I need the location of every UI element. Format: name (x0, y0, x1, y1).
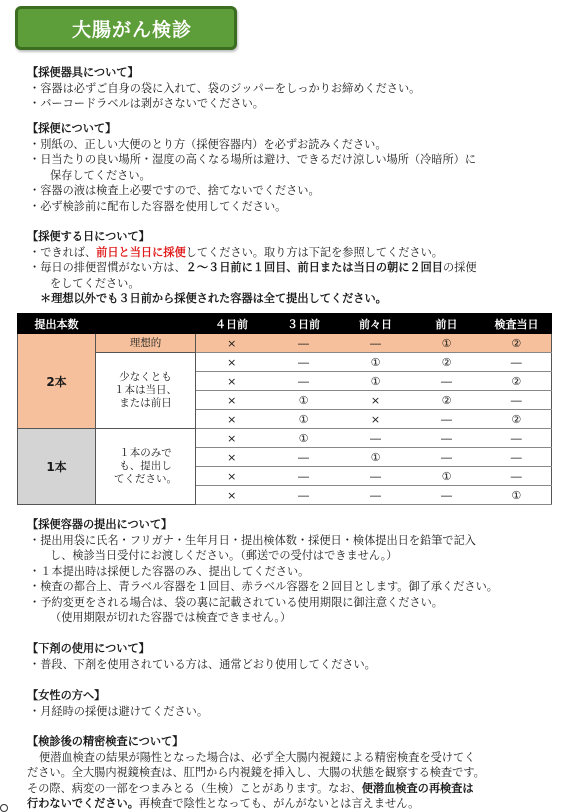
text-line: し、検診当日受付にお渡しください。（郵送での受付はできません。） (50, 549, 398, 562)
table-cell: ― (482, 467, 552, 486)
table-cell: ― (268, 334, 340, 353)
table-cell: ① (482, 486, 552, 505)
text-line: ・バーコードラベルは剥がさないでください。 (29, 97, 264, 110)
table-cell: × (196, 410, 268, 429)
table-cell: ― (482, 391, 552, 410)
section-heading: 【採便について】 (27, 122, 117, 135)
highlight-bold: ２～３日前に１回目、前日または当日の朝に２回目 (185, 261, 443, 274)
table-row-ideal (18, 334, 552, 353)
section-heading: 【検診後の精密検査について】 (27, 735, 184, 748)
table-header (96, 314, 196, 334)
table-cell: ― (340, 486, 412, 505)
text-line: ・必ず検診前に配布した容器を使用してください。 (29, 199, 287, 213)
section-follow-up (27, 734, 485, 812)
table-cell: ― (482, 448, 552, 467)
table-cell: ② (482, 334, 552, 353)
text-line: ・予約変更をされる場合は、袋の裏に記載されている使用期限に御注意ください。 (29, 595, 443, 609)
table-cell: ① (268, 429, 340, 448)
section-heading: 【採便容器の提出について】 (27, 518, 173, 531)
table-cell: ① (340, 372, 412, 391)
collection-schedule-table (17, 313, 552, 505)
section-women (27, 688, 208, 719)
table-cell: ― (268, 353, 340, 372)
table-cell: ② (482, 372, 552, 391)
table-cell: × (340, 391, 412, 410)
group-sublabel: 少なくとも １本は当日、 または前日 (96, 353, 196, 429)
table-cell: ① (340, 448, 412, 467)
highlight-red: 前日と当日に採便 (96, 245, 186, 259)
highlight-bold: 便潜血検査の再検査は (361, 781, 474, 795)
text-line (27, 781, 485, 797)
table-cell: ― (340, 467, 412, 486)
group-sublabel: １本のみで も、提出し てください。 (96, 429, 196, 505)
text-line (27, 796, 485, 812)
table-cell: × (196, 372, 268, 391)
table-cell: ① (412, 334, 482, 353)
group-label: 1本 (18, 429, 96, 505)
table-cell: ― (268, 486, 340, 505)
text-span: の採便 (442, 261, 477, 274)
table-cell: × (196, 429, 268, 448)
section-heading: 【下剤の使用について】 (27, 642, 150, 655)
table-cell: ― (412, 448, 482, 467)
table-row (18, 429, 552, 448)
table-header: 提出本数 (18, 314, 96, 334)
table-cell: ― (412, 372, 482, 391)
title-banner (15, 6, 237, 50)
text-line: （使用期限が切れた容器では検査できません。） (50, 611, 292, 624)
table-cell: × (196, 334, 268, 353)
section-stool-collection (27, 121, 476, 214)
table-cell: ― (340, 429, 412, 448)
text-line: ・月経時の採便は避けてください。 (29, 704, 209, 718)
text-line: ・提出用袋に氏名・フリガナ・生年月日・提出検体数・採便日・検体提出日を鉛筆で記入 (29, 533, 476, 547)
table-header: ４日前 (196, 314, 268, 334)
section-container-submission (27, 517, 498, 626)
table-cell: ② (412, 391, 482, 410)
table-cell: × (340, 410, 412, 429)
text-span: 再検査で陰性となっても、がんがないとは言えません。 (138, 797, 420, 810)
table-cell: ― (268, 448, 340, 467)
section-heading: 【採便器具について】 (27, 66, 139, 79)
text-line: ださい。全大腸内視鏡検査は、肛門から内視鏡を挿入し、大腸の状態を観察する検査です。 (27, 766, 485, 779)
text-line: ・普段、下剤を使用されている方は、通常どおり使用してください。 (29, 657, 376, 671)
table-header: 前々日 (340, 314, 412, 334)
text-span: その際、病変の一部をつまみとる（生検）ことがあります。なお、 (27, 781, 362, 795)
group-label: 2本 (18, 334, 96, 429)
table-cell: ― (412, 429, 482, 448)
table-cell: × (196, 467, 268, 486)
table-cell: × (196, 391, 268, 410)
corner-mark (0, 804, 8, 812)
page-title: 大腸がん検診 (72, 18, 193, 41)
ideal-label: 理想的 (96, 334, 196, 353)
table-cell: ― (340, 334, 412, 353)
text-span: ・毎日の排便習慣がない方は、 (29, 261, 186, 274)
section-collection-days (27, 229, 477, 307)
text-line (27, 260, 477, 276)
table-cell: × (196, 486, 268, 505)
text-line: ・１本提出時は採便した容器のみ、提出してください。 (29, 564, 310, 578)
text-line: ・検査の都合上、青ラベル容器を１回目、赤ラベル容器を２回目とします。御了承ください。 (29, 580, 498, 593)
section-heading: 【採便する日について】 (27, 230, 150, 243)
table-cell: ― (268, 467, 340, 486)
text-span: してください。取り方は下記を参照してください。 (185, 245, 443, 259)
table-header: 前日 (412, 314, 482, 334)
table-cell: ― (268, 372, 340, 391)
table-cell: ② (482, 410, 552, 429)
table-cell: ① (268, 391, 340, 410)
table-header: 検査当日 (482, 314, 552, 334)
text-line (27, 245, 477, 261)
highlight-bold: 行わないでください。 (27, 797, 139, 810)
table-cell: ― (412, 410, 482, 429)
text-line: ・容器は必ずご自身の袋に入れて、袋のジッパーをしっかりお締めください。 (29, 81, 421, 95)
table-header: ３日前 (268, 314, 340, 334)
table-cell: ① (412, 467, 482, 486)
table-cell: × (196, 353, 268, 372)
table-cell: ― (482, 353, 552, 372)
table-row (18, 353, 552, 372)
section-laxatives (27, 641, 376, 672)
note-bold: ＊理想以外でも３日前から採便された容器は全て提出してください。 (40, 292, 387, 305)
text-line: をしてください。 (50, 276, 140, 290)
table-cell: ② (412, 353, 482, 372)
table-cell: ― (412, 486, 482, 505)
text-line: ・日当たりの良い場所・湿度の高くなる場所は避け、できるだけ涼しい場所（冷暗所）に (29, 153, 477, 166)
table-cell: ① (340, 353, 412, 372)
table-header-row (18, 314, 552, 334)
section-heading: 【女性の方へ】 (27, 689, 106, 702)
table-cell: × (196, 448, 268, 467)
section-collection-kit (27, 65, 420, 112)
table-cell: ― (482, 429, 552, 448)
text-line: 便潜血検査の結果が陽性となった場合は、必ず全大腸内視鏡による精密検査を受けてく (39, 750, 476, 764)
table-cell: ① (268, 410, 340, 429)
text-line: ・別紙の、正しい大便のとり方（採便容器内）を必ずお読みください。 (29, 137, 387, 151)
text-line: 保存してください。 (50, 168, 151, 182)
text-span: ・できれば、 (29, 245, 97, 259)
text-line: ・容器の液は検査上必要ですので、捨てないでください。 (29, 184, 320, 197)
